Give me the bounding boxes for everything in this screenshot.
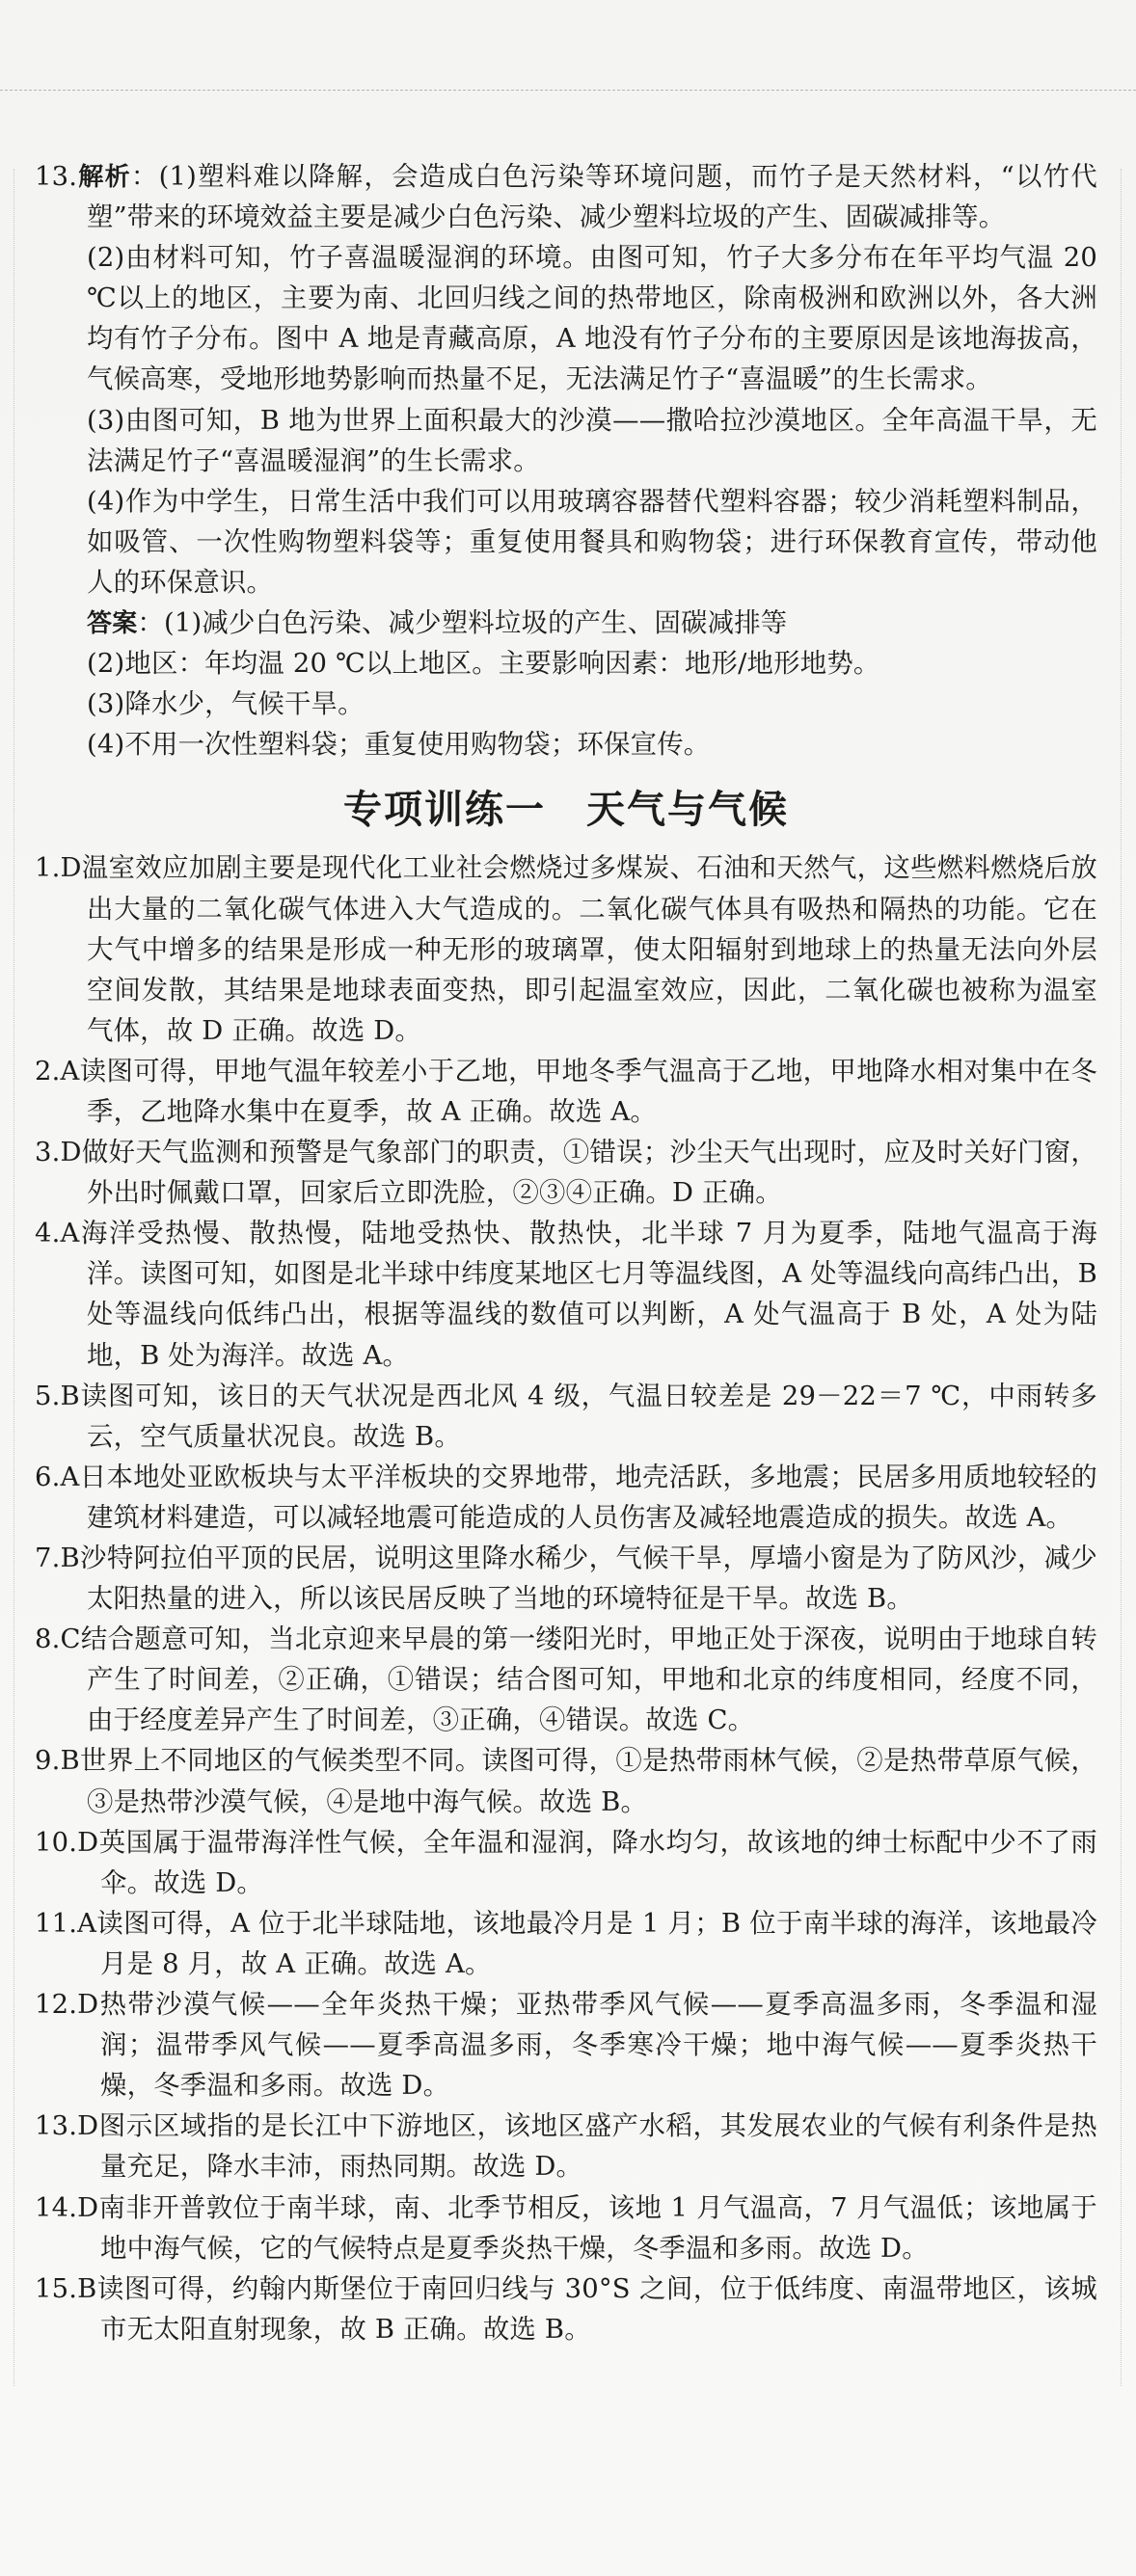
item-number: 7.B: [35, 1543, 80, 1573]
q13-analysis-text1: ：(1)塑料难以降解，会造成白色污染等环境问题，而竹子是天然材料，“以竹代塑”带来的环境效益主要是减少白色污染、减少塑料垃圾的产生、固碳减排等。: [87, 162, 1097, 233]
item-text: 读图可得，约翰内斯堡位于南回归线与 30°S 之间，位于低纬度、南温带地区，该城市无太阳直射现象，故 B 正确。故选 B。: [96, 2273, 1097, 2345]
item-number: 6.A: [35, 1462, 80, 1492]
q13-analysis-p2: (2)由材料可知，竹子喜温暖湿润的环境。由图可知，竹子大多分布在年平均气温 20 ℃以上的地区，主要为南、北回归线之间的热带地区，除南极洲和欧洲以外，各大洲均有竹子分布。图中 A 地是青藏高原，A 地没有竹子分布的主要原因是该地海拔高，气候高寒，受地形地势影响而热量不足，无法满足竹子“喜温暖”的生长需求。: [87, 243, 1097, 395]
item-number: 9.B: [35, 1746, 80, 1777]
answer-item: [35, 848, 1097, 1051]
q13-analysis-label: 解析: [77, 163, 131, 192]
item-text: 热带沙漠气候——全年炎热干燥；亚热带季风气候——夏季高温多雨，冬季温和湿润；温带季风气候——夏季高温多雨，冬季寒冷干燥；地中海气候——夏季炎热干燥，冬季温和多雨。故选 D。: [98, 1990, 1097, 2102]
q13-answer-text1: ：(1)减少白色污染、减少塑料垃圾的产生、固碳减排等: [137, 608, 788, 639]
answer-item: [35, 1985, 1097, 2106]
answer-item: [35, 1539, 1097, 1620]
item-number: 5.B: [35, 1381, 80, 1411]
answer-item: [35, 1377, 1097, 1458]
item-text: 温室效应加剧主要是现代化工业社会燃烧过多煤炭、石油和天然气，这些燃料燃烧后放出大量的二氧化碳气体进入大气造成的。二氧化碳气体具有吸热和隔热的功能。它在大气中增多的结果是形成一种无形的玻璃罩，使太阳辐射到地球上的热量无法向外层空间发散，其结果是地球表面变热，即引起温室效应，因此，二氧化碳也被称为温室气体，故 D 正确。故选 D。: [81, 853, 1097, 1046]
q13-answer-label: 答案: [87, 609, 138, 639]
right-margin-line: [1121, 169, 1122, 2386]
answer-item: [35, 1214, 1097, 1376]
item-number: 3.D: [35, 1138, 82, 1168]
answer-item: [35, 1904, 1097, 1985]
q13-answer-p3: (3)降水少，气候干旱。: [87, 689, 365, 720]
item-text: 世界上不同地区的气候类型不同。读图可得，①是热带雨林气候，②是热带草原气候，③是热带沙漠气候，④是地中海气候。故选 B。: [79, 1746, 1097, 1817]
answer-item: [35, 1052, 1097, 1133]
item-text: 沙特阿拉伯平顶的民居，说明这里降水稀少，气候干旱，厚墙小窗是为了防风沙，减少太阳热量的进入，所以该民居反映了当地的环境特征是干旱。故选 B。: [79, 1543, 1097, 1615]
item-number: 14.D: [35, 2192, 99, 2223]
item-number: 4.A: [35, 1219, 80, 1249]
item-text: 海洋受热慢、散热慢，陆地受热快、散热快，北半球 7 月为夏季，陆地气温高于海洋。读图可知，如图是北半球中纬度某地区七月等温线图，A 处等温线向高纬凸出，B 处等温线向低纬凸出，根据等温线的数值可以判断，A 处气温高于 B 处，A 处为陆地，B 处为海洋。故选 A。: [79, 1219, 1097, 1371]
item-text: 结合题意可知，当北京迎来早晨的第一缕阳光时，甲地正处于深夜，说明由于地球自转产生了时间差，②正确，①错误；结合图可知，甲地和北京的纬度相同，经度不同，由于经度差异产生了时间差，③正确，④错误。故选 C。: [80, 1624, 1097, 1736]
item-text: 日本地处亚欧板块与太平洋板块的交界地带，地壳活跃，多地震；民居多用质地较轻的建筑材料建造，可以减轻地震可能造成的人员伤害及减轻地震造成的损失。故选 A。: [79, 1462, 1097, 1533]
answer-item: [35, 1823, 1097, 1904]
item-number: 8.C: [35, 1624, 81, 1655]
answer-item: [35, 1620, 1097, 1741]
item-text: 图示区域指的是长江中下游地区，该地区盛产水稻，其发展农业的气候有利条件是热量充足，降水丰沛，雨热同期。故选 D。: [98, 2111, 1097, 2183]
item-text: 读图可知，该日的天气状况是西北风 4 级，气温日较差是 29－22＝7 ℃，中雨转多云，空气质量状况良。故选 B。: [79, 1381, 1097, 1452]
item-number: 10.D: [35, 1827, 99, 1858]
item-number: 1.D: [35, 853, 82, 884]
q13-answer-p4: (4)不用一次性塑料袋；重复使用购物袋；环保宣传。: [87, 730, 711, 761]
section-title: 专项训练一 天气与气候: [343, 788, 789, 833]
answer-item: [35, 1458, 1097, 1539]
top-divider: [0, 90, 1136, 91]
item-number: 13.D: [35, 2111, 99, 2142]
answer-list: [35, 848, 1097, 2349]
item-text: 南非开普敦位于南半球，南、北季节相反，该地 1 月气温高，7 月气温低；该地属于地中海气候，它的气候特点是夏季炎热干燥，冬季温和多雨。故选 D。: [98, 2192, 1097, 2264]
answer-item: [35, 1133, 1097, 1214]
answer-item: [35, 2188, 1097, 2269]
q13-analysis-p1: [35, 157, 1097, 238]
q13-answer-p1: [35, 604, 1097, 644]
q13-analysis-p3: (3)由图可知，B 地为世界上面积最大的沙漠——撒哈拉沙漠地区。全年高温干旱，无法满足竹子“喜温暖湿润”的生长需求。: [87, 405, 1097, 476]
answer-item: [35, 1741, 1097, 1822]
item-number: 2.A: [35, 1056, 80, 1087]
item-text: 做好天气监测和预警是气象部门的职责，①错误；沙尘天气出现时，应及时关好门窗，外出时佩戴口罩，回家后立即洗脸，②③④正确。D 正确。: [81, 1138, 1097, 1209]
item-text: 读图可得，A 位于北半球陆地，该地最冷月是 1 月；B 位于南半球的海洋，该地最冷月是 8 月，故 A 正确。故选 A。: [96, 1908, 1097, 1979]
answer-content: [35, 157, 1097, 2350]
q13-number: 13.: [35, 162, 78, 192]
answer-item: [35, 2106, 1097, 2187]
item-number: 11.A: [35, 1908, 97, 1939]
answer-item: [35, 2269, 1097, 2350]
q13-analysis-p4: (4)作为中学生，日常生活中我们可以用玻璃容器替代塑料容器；较少消耗塑料制品，如吸管、一次性购物塑料袋等；重复使用餐具和购物袋；进行环保教育宣传，带动他人的环保意识。: [87, 486, 1097, 598]
item-number: 15.B: [35, 2273, 97, 2304]
item-number: 12.D: [35, 1990, 99, 2021]
q13-answer-p2: (2)地区：年均温 20 ℃以上地区。主要影响因素：地形/地形地势。: [87, 649, 880, 680]
item-text: 英国属于温带海洋性气候，全年温和湿润，降水均匀，故该地的绅士标配中少不了雨伞。故选 D。: [98, 1827, 1097, 1898]
item-text: 读图可得，甲地气温年较差小于乙地，甲地冬季气温高于乙地，甲地降水相对集中在冬季，乙地降水集中在夏季，故 A 正确。故选 A。: [79, 1056, 1097, 1127]
